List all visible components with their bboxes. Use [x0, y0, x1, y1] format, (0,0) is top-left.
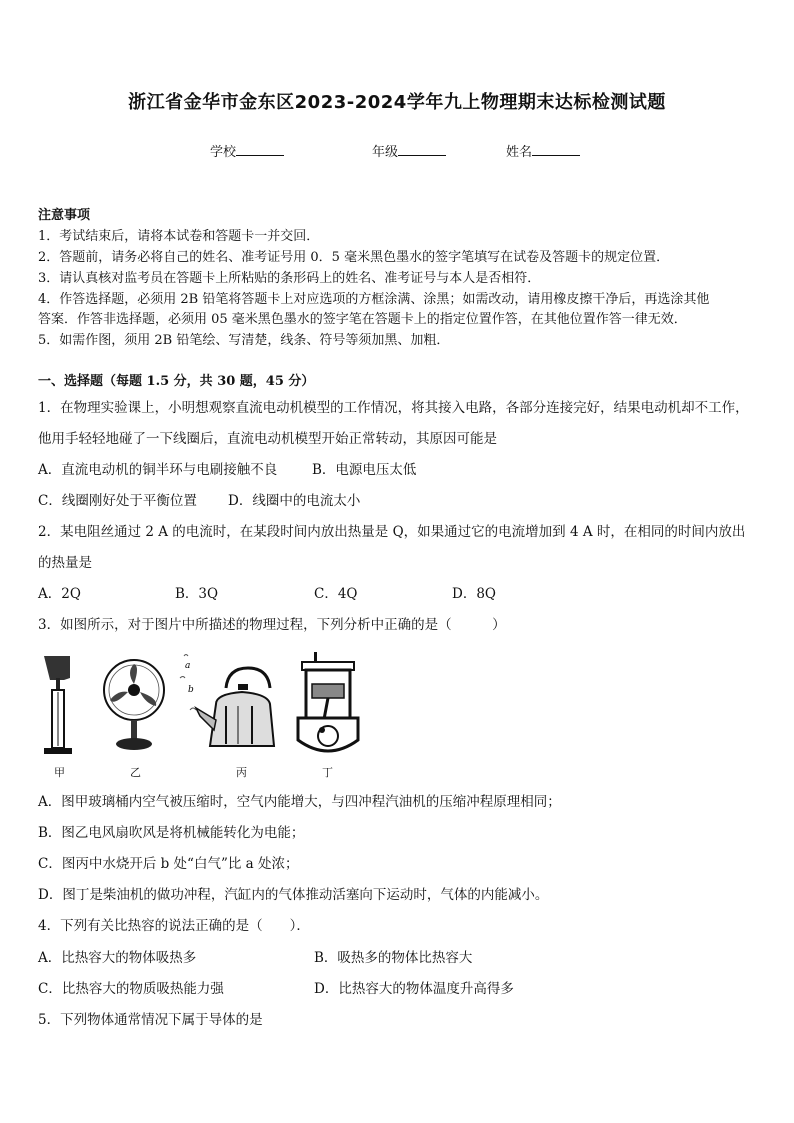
q4-option-d[interactable]: D．比热容大的物体温度升高得多: [314, 981, 514, 997]
fig-label-bing: 丙: [236, 766, 247, 779]
fig-yi-electric-fan: [104, 660, 164, 750]
notice-item-1: 1．考试结束后，请将本试卷和答题卡一并交回．: [38, 229, 320, 244]
q4-stem: 4．下列有关比热容的说法正确的是（ ）．: [38, 918, 310, 934]
q1-stem-line1: 1．在物理实验课上，小明想观察直流电动机模型的工作情况，将其接入电路，各部分连接完好，结果电动机却不工作，: [38, 400, 749, 416]
grade-field[interactable]: [372, 141, 446, 160]
notice-heading: 注意事项: [38, 208, 91, 223]
notice-item-4: 4．作答选择题，必须用 2B 铅笔将答题卡上对应选项的方框涂满、涂黑；如需改动，请用橡皮擦干净后，再选涂其他: [38, 292, 710, 307]
grade-blank[interactable]: [398, 143, 446, 156]
q3-stem: 3．如图所示，对于图片中所描述的物理过程，下列分析中正确的是（ ）: [38, 617, 506, 633]
notice-item-3: 3．请认真核对监考员在答题卡上所粘贴的条形码上的姓名、准考证号与本人是否相符．: [38, 271, 541, 286]
fig-mark-a: a: [185, 661, 191, 671]
fig-label-yi: 乙: [130, 766, 141, 779]
notice-item-4-cont: 答案．作答非选择题，必须用 05 毫米黑色墨水的签字笔在答题卡上的指定位置作答，在其他位置作答一律无效．: [38, 312, 687, 327]
school-label: 学校: [210, 145, 237, 160]
fig-mark-b: b: [188, 685, 194, 695]
q2-stem-line1: 2．某电阻丝通过 2 A 的电流时，在某段时间内放出热量是 Q，如果通过它的电流增加到 4 A 时，在相同的时间内放出: [38, 524, 746, 540]
q2-option-a[interactable]: A．2Q: [38, 586, 81, 602]
name-field[interactable]: [506, 141, 580, 160]
q1-option-b[interactable]: B．电源电压太低: [312, 462, 417, 478]
q2-option-d[interactable]: D．8Q: [452, 586, 496, 602]
fig-ding-engine: [298, 652, 358, 751]
exam-title: 浙江省金华市金东区2023-2024学年九上物理期末达标检测试题: [128, 92, 666, 113]
notice-item-5: 5．如需作图，须用 2B 铅笔绘、写清楚，线条、符号等须加黑、加粗．: [38, 333, 450, 348]
q4-option-a[interactable]: A．比热容大的物体吸热多: [38, 950, 197, 966]
q2-option-b[interactable]: B．3Q: [175, 586, 219, 602]
q3-option-d[interactable]: D．图丁是柴油机的做功冲程，汽缸内的气体推动活塞向下运动时，气体的内能减小。: [38, 887, 549, 903]
q1-option-a[interactable]: A．直流电动机的铜半环与电刷接触不良: [38, 462, 278, 478]
q2-stem-line2: 的热量是: [38, 555, 92, 571]
grade-label: 年级: [372, 145, 399, 160]
q2-option-c[interactable]: C．4Q: [314, 586, 358, 602]
fig-label-ding: 丁: [322, 766, 333, 779]
q5-stem: 5．下列物体通常情况下属于导体的是: [38, 1012, 263, 1028]
school-blank[interactable]: [236, 143, 284, 156]
school-field[interactable]: [210, 141, 284, 160]
q1-option-d[interactable]: D．线圈中的电流太小: [228, 493, 361, 509]
q3-option-c[interactable]: C．图丙中水烧开后 b 处“白气”比 a 处浓；: [38, 856, 299, 872]
q4-option-c[interactable]: C．比热容大的物质吸热能力强: [38, 981, 224, 997]
q3-option-b[interactable]: B．图乙电风扇吹风是将机械能转化为电能；: [38, 825, 305, 841]
q1-option-c[interactable]: C．线圈刚好处于平衡位置: [38, 493, 197, 509]
section-heading: 一、选择题（每题 1.5 分，共 30 题，45 分）: [38, 374, 315, 389]
fig-label-jia: 甲: [54, 766, 65, 779]
q3-option-a[interactable]: A．图甲玻璃桶内空气被压缩时，空气内能增大，与四冲程汽油机的压缩冲程原理相同；: [38, 794, 561, 810]
name-label: 姓名: [506, 145, 533, 160]
q4-option-b[interactable]: B．吸热多的物体比热容大: [314, 950, 473, 966]
fig-bing-kettle: [180, 655, 274, 747]
q1-stem-line2: 他用手轻轻地碰了一下线圈后，直流电动机模型开始正常转动，其原因可能是: [38, 431, 497, 447]
notice-item-2: 2．答题前，请务必将自己的姓名、准考证号用 0．5 毫米黑色墨水的签字笔填写在试卷及答题卡的规定位置．: [38, 250, 670, 265]
q3-figures: [30, 650, 390, 780]
fig-jia-piston-cylinder: [44, 656, 72, 754]
name-blank[interactable]: [532, 143, 580, 156]
